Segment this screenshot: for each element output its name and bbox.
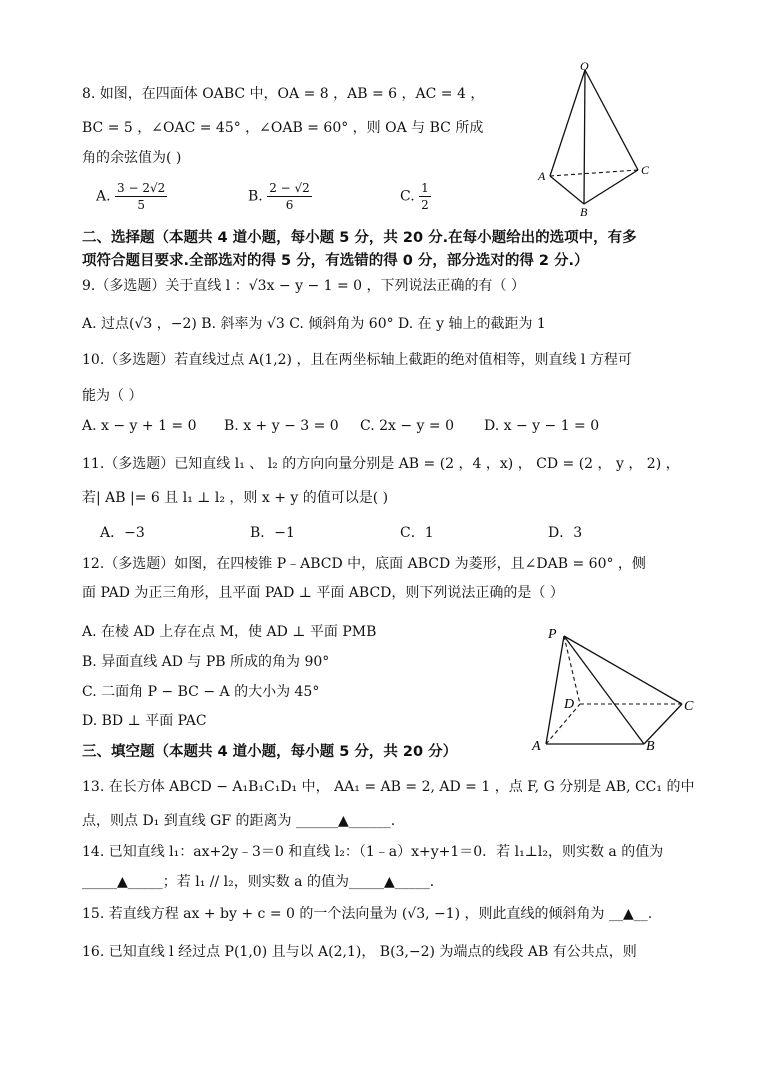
q14-line2: _____▲_____；若 l₁ // l₂，则实数 a 的值为_____▲_____． [82,874,444,890]
tetrahedron-figure [530,58,660,220]
label-a: A [532,739,541,754]
q8-option-b-denominator: 6 [285,198,294,212]
q10-line1: 10.（多选题）若直线过点 A(1,2) ，且在两坐标轴上截距的绝对值相等，则直线 l 方程可 [82,352,632,368]
q8-option-c-numerator: 1 [421,181,429,195]
q11-option-c: C．1 [400,525,434,541]
label-o: O [580,59,589,73]
q9-stem: 9.（多选题）关于直线 l ：√3x − y − 1 = 0 ，下列说法正确的有（ ） [82,278,525,294]
q11-line2: 若| AB |= 6 且 l₁ ⊥ l₂ ，则 x + y 的值可以是( ) [82,490,389,506]
q13-line1: 13. 在长方体 ABCD − A₁B₁C₁D₁ 中， AA₁ = AB = 2, AD = 1 ，点 F, G 分别是 AB, CC₁ 的中 [82,779,695,795]
section-2-header-line2: 项符合题目要求.全部选对的得 5 分，有选错的得 0 分，部分选对的得 2 分.） [82,253,589,269]
edge-pa [546,636,564,744]
q12-line1: 12.（多选题）如图，在四棱锥 P﹣ABCD 中，底面 ABCD 为菱形，且∠DAB = 60° ，侧 [82,556,646,572]
q8-option-a-numerator: 3 − 2√2 [117,181,166,195]
q12-line2: 面 PAD 为正三角形，且平面 PAD ⊥ 平面 ABCD，则下列说法正确的是（ ） [82,585,564,601]
section-3-header: 三、填空题（本题共 4 道小题，每小题 5 分，共 20 分） [82,744,458,760]
label-p: P [548,627,557,642]
q9-options: A. 过点(√3 ，−2) B. 斜率为 √3 C. 倾斜角为 60° D. 在 y 轴上的截距为 1 [82,316,546,332]
q8-option-a-fraction [115,180,167,213]
q13-line2: 点，则点 D₁ 到直线 GF 的距离为 ______▲______. [82,813,396,829]
q15-line1: 15. 若直线方程 ax + by + c = 0 的一个法向量为 (√3, −1) ，则此直线的倾斜角为 __▲__. [82,906,653,922]
label-b: B [646,739,655,754]
q8-option-b [248,180,312,213]
q8-option-b-numerator: 2 − √2 [269,181,310,195]
q12-option-b: B. 异面直线 AD 与 PB 所成的角为 90° [82,654,330,670]
q11-line1: 11.（多选题）已知直线 l₁ 、 l₂ 的方向向量分别是 AB = (2 ，4 ，x) ， CD = (2 ， y ， 2) ， [82,456,680,472]
edge-ob [584,70,585,204]
q12-option-a: A. 在棱 AD 上存在点 M，使 AD ⊥ 平面 PMB [82,624,377,640]
label-c: C [641,163,650,177]
q8-option-c-prefix: C. [400,188,415,205]
edge-bc [644,704,682,744]
q8-option-c [400,180,431,213]
q10-option-a: A. x − y + 1 = 0 [82,418,197,434]
edge-bc [584,170,638,204]
pyramid-figure [524,622,704,756]
q8-option-b-fraction [267,180,312,213]
q8-option-c-fraction [419,180,431,213]
q11-option-a: A．−3 [100,525,145,541]
edge-ab [550,176,584,204]
q8-option-a [96,180,167,213]
label-d: D [564,697,575,712]
label-a: A [538,169,546,183]
q12-option-d: D. BD ⊥ 平面 PAC [82,713,207,729]
q14-line1: 14. 已知直线 l₁：ax+2y﹣3＝0 和直线 l₂：（1﹣a）x+y+1＝0．若 l₁⊥l₂，则实数 a 的值为 [82,844,664,860]
q8-option-c-denominator: 2 [421,198,429,212]
edge-pb [564,636,644,744]
edge-oa [550,70,585,176]
q8-option-a-denominator: 5 [137,198,145,212]
q8-option-b-prefix: B. [248,188,263,205]
q10-option-b: B. x + y − 3 = 0 [224,418,339,434]
section-2-header-line1: 二、选择题（本题共 4 道小题，每小题 5 分，共 20 分.在每小题给出的选项中，有多 [82,230,637,246]
q12-option-c: C. 二面角 P − BC − A 的大小为 45° [82,684,320,700]
edge-ac-hidden [550,170,638,176]
q10-option-d: D. x − y − 1 = 0 [484,418,600,434]
q11-option-d: D．3 [548,525,583,541]
q10-line2: 能为（ ） [82,388,143,404]
label-c: C [684,699,694,714]
q10-option-c: C. 2x − y = 0 [360,418,454,434]
q8-option-a-prefix: A. [96,188,111,205]
q8-line2: BC = 5 ，∠OAC = 45° ，∠OAB = 60° ，则 OA 与 BC 所成 [82,120,484,136]
q16-line1: 16. 已知直线 l 经过点 P(1,0) 且与以 A(2,1)， B(3,−2) 为端点的线段 AB 有公共点，则 [82,944,637,960]
edge-oc [585,70,638,170]
q11-option-b: B．−1 [250,525,295,541]
q8-line3: 角的余弦值为( ) [82,150,182,166]
q8-line1: 8. 如图，在四面体 OABC 中，OA = 8 ，AB = 6 ，AC = 4 ， [82,86,485,102]
edge-pc [564,636,682,704]
label-b: B [580,205,588,219]
